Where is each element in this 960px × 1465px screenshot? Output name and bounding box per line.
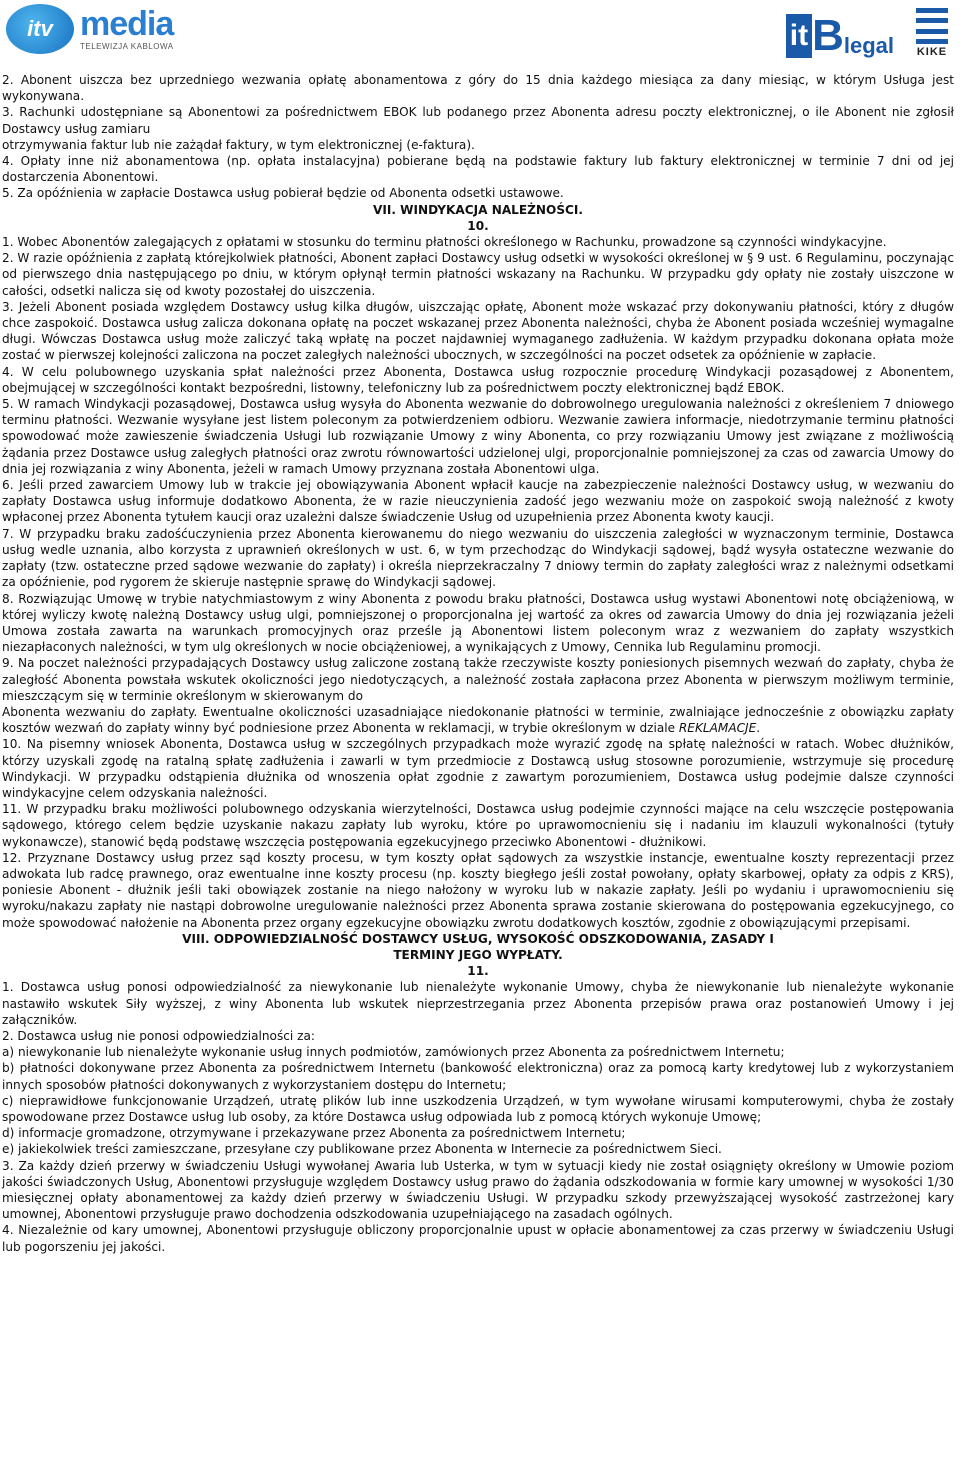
paragraph: 5. W ramach Windykacji pozasądowej, Dostawca usług wysyła do Abonenta wezwanie do dobrowolnego uregulowania należności z określeniem 7 dniowego terminu płatności. Wezwanie wysyłane jest listem poleconym za potwierdzeniem odbioru. Wezwanie zawiera informacje, niedotrzymanie terminu płatności spowodować może zawieszenie świadczenia Usługi lub rozwiązanie Umowy z winy Abonenta, co przy rozwiązaniu Umowy jest związane z możliwością żądania przez Dostawce usług zaległych płatności oraz zwrotu równowartości udzielonej ulgi, proporcjonalnie pomniejszonej za czas od zawarcia Umowy do dnia jej rozwiązania z winy Abonenta, jeżeli w ramach Umowy przyznana została Abonentowi ulga.	[2, 397, 954, 476]
list-item: b) płatności dokonywane przez Abonenta za pośrednictwem Internetu (bankowość elektroniczna) oraz za pomocą karty kredytowej lub z wykorzystaniem innych sposobów płatności dokonywanych z wykorzystaniem dostępu do Internetu;	[2, 1061, 954, 1092]
kike-stripes-icon	[912, 6, 952, 46]
section-8-title-line-1: VIII. ODPOWIEDZIALNOŚĆ DOSTAWCY USŁUG, WYSOKOŚĆ ODSZKODOWANIA, ZASADY I	[182, 931, 774, 946]
itv-logo-mark: itv	[6, 4, 74, 54]
paragraph: 10. Na pisemny wniosek Abonenta, Dostawca usług w szczególnych przypadkach może wyrazić zgodę na spłatę należności w ratach. Wobec dłużników, którzy uzyskali zgodę na ratalną spłatę zadłużenia i zawarli w tym przedmiocie z Dostawcą usług stosowne porozumienie, wstrzymuje się procedurę Windykacji. W przypadku odstąpienia dłużnika od wnoszenia opłat zgodnie z zawartym porozumieniem, Dostawca usług podejmie dalsze czynności windykacyjne celem odzyskania należności.	[2, 737, 954, 800]
itv-media-logo	[6, 4, 174, 54]
paragraph: 4. Opłaty inne niż abonamentowa (np. opłata instalacyjna) pobierane będą na podstawie faktury lub faktury elektronicznej w terminie 7 dni od jej dostarczenia Abonentowi.	[2, 154, 954, 185]
list-item: e) jakiekolwiek treści zamieszczane, przesyłane czy publikowane przez Abonenta w Internecie za pośrednictwem Sieci.	[2, 1142, 722, 1157]
paragraph: 6. Jeśli przed zawarciem Umowy lub w trakcie jej obowiązywania Abonent wpłacił kaucje na zabezpieczenie należności Dostawcy usług, w wezwaniu do zapłaty Dostawca usług informuje dodatkowo Abonenta, że w razie nieuczynienia zadość jego wezwaniu może on zaspokoić swoją należność z kwoty wpłaconej przez Abonenta tytułem kaucji oraz uzależni dalsze świadczenie Usług od uzupełnienia przez Abonenta kwoty kaucji.	[2, 478, 954, 525]
paragraph: 3. Rachunki udostępniane są Abonentowi za pośrednictwem EBOK lub podanego przez Abonenta adresu poczty elektronicznej, o ile Abonent nie zgłosił Dostawcy usług zamiaru	[2, 105, 954, 136]
kike-logo	[912, 6, 952, 58]
paragraph: 1. Wobec Abonentów zalegających z opłatami w stosunku do terminu płatności określonego w Rachunku, prowadzone są czynności windykacyjne.	[2, 235, 887, 250]
paragraph: 1. Dostawca usług ponosi odpowiedzialność za niewykonanie lub nienależyte wykonanie Umowy, chyba że niewykonanie lub nienależyte wykonanie nastawiło wskutek Siły wyższej, z winy Abonenta lub wskutek nieprzestrzegania przez Abonenta przepisów prawa oraz postanowień Umowy i jej załączników.	[2, 980, 954, 1027]
paragraph: otrzymywania faktur lub nie zażądał faktury, w tym elektronicznej (e-faktura).	[2, 137, 475, 152]
kike-logo-name: KIKE	[916, 46, 948, 58]
paragraph: 11. W przypadku braku możliwości polubownego odzyskania wierzytelności, Dostawca usług podejmie czynności mające na celu wszczęcie postępowania sądowego, którego celem będzie uzyskanie nakazu zapłaty lub wyroku, które po uprawomocnieniu się i nadaniu im klauzuli wykonalności (tytuły wykonawcze), stanowić będą podstawę wszczęcia postępowania egzekucyjnego przeciwko Abonentowi - dłużnikowi.	[2, 802, 954, 849]
page-header	[0, 0, 960, 68]
paragraph-text: Abonenta wezwaniu do zapłaty. Ewentualne okoliczności uzasadniające niedokonanie płatności w terminie, zwalniające jednocześnie z obowiązku zapłaty kosztów wezwań do zapłaty winny być podniesione przez Abonenta w reklamacji, w trybie określonym w dziale	[2, 704, 954, 736]
paragraph: 3. Za każdy dzień przerwy w świadczeniu Usługi wywołanej Awaria lub Usterka, w tym w sytuacji kiedy nie został osiągnięty określony w Umowie poziom jakości świadczonych Usług, Abonentowi przysługuje względem Dostawcy usług prawo do żądania odszkodowania w formie kary umownej w wysokości 1/30 miesięcznej opłaty abonamentowej za każdy dzień przerwy w świadczeniu Usługi. W przypadku szkody przewyższającej wysokość zastrzeżonej kary umownej, Abonentowi przysługuje prawo dochodzenia odszkodowania uzupełniającego na zasadach ogólnych.	[2, 1158, 954, 1222]
list-item: a) niewykonanie lub nienależyte wykonanie usług innych podmiotów, zamówionych przez Abonenta za pośrednictwem Internetu;	[2, 1045, 785, 1060]
list-item: c) nieprawidłowe funkcjonowanie Urządzeń, utratę plików lub inne uszkodzenia Urządzeń, w tym wywołane wirusami komputerowymi, chyba że zostały spowodowane przez Dostawce usług lub osoby, za które Dostawca usług odpowiada lub z pomocą których wykonuje Umowę;	[2, 1093, 954, 1124]
paragraph: 5. Za opóźnienia w zapłacie Dostawca usług pobierał będzie od Abonenta odsetki ustawowe.	[2, 186, 564, 201]
section-8-title-line-2: TERMINY JEGO WYPŁATY.	[393, 947, 563, 962]
itv-logo-name: media	[80, 5, 174, 43]
document-body	[2, 72, 954, 1255]
paragraph: 4. Niezależnie od kary umownej, Abonentowi przysługuje obliczony proporcjonalnie upust w opłacie abonamentowej za czas przerwy w świadczeniu Usługi lub pogorszeniu jej jakości.	[2, 1223, 954, 1254]
list-item: d) informacje gromadzone, otrzymywane i przekazywane przez Abonenta za pośrednictwem Internetu;	[2, 1126, 626, 1141]
reklamacje-label: REKLAMACJE	[678, 721, 757, 736]
section-7-paragraph-number: 10.	[467, 218, 489, 233]
itblegal-logo	[786, 6, 894, 58]
paragraph: 9. Na poczet należności przypadających Dostawcy usług zaliczone zostaną także rzeczywiste koszty poniesionych pisemnych wezwań do zapłaty, chyba że zaległość Abonenta powstała wskutek okoliczności jego niedotyczących, a należność została zapłacona przez Abonenta w pierwszym możliwym terminie, mieszczącym się w terminie określonym w skierowanym do	[2, 656, 954, 703]
paragraph: 4. W celu polubownego uzyskania spłat należności przez Abonenta, Dostawca usług rozpocznie procedurę Windykacji pozasądowej z Abonentem, obejmującej w szczególności kontakt bezpośredni, listowny, telefoniczny lub za pośrednictwem poczty elektronicznej bądź EBOK.	[2, 364, 954, 395]
itblegal-prefix: it	[786, 14, 812, 58]
paragraph: 3. Jeżeli Abonent posiada względem Dostawcy usług kilka długów, uiszczając opłatę, Abonent może wskazać przy dokonywaniu płatności, który z długów chce zaspokoić. Dostawca usług zalicza dokonana opłatę na poczet wskazanej przez Abonenta należności, chyba że Abonent posiada wcześniej wymagalne długi. Wówczas Dostawca usług może zaliczyć taką wpłatę na poczet najdawniej wymaganego zadłużenia. W każdym przypadku dokonana opłata może zostać w pierwszej kolejności zaliczona na poczet zaległych należności ubocznych, w szczególności na poczet odsetek za opóźnienie w zapłacie.	[2, 299, 954, 363]
paragraph: 2. Dostawca usług nie ponosi odpowiedzialności za:	[2, 1028, 315, 1043]
paragraph: 2. Abonent uiszcza bez uprzedniego wezwania opłatę abonamentowa z góry do 15 dnia każdego miesiąca za dany miesiąc, w którym Usługa jest wykonywana.	[2, 73, 954, 104]
itv-logo-tagline: TELEWIZJA KABLOWA	[80, 42, 174, 51]
itblegal-suffix: legal	[843, 33, 894, 58]
section-8-paragraph-number: 11.	[467, 964, 489, 979]
paragraph: 2. W razie opóźnienia z zapłatą którejkolwiek płatności, Abonent zapłaci Dostawcy usług odsetki w wysokości określonej w § 9 ust. 6 Regulaminu, poczynając od pierwszego dnia następującego po dniu, w którym opłynął termin płatności wskazany na Rachunku. W przypadku gdy opłaty nie zostały uiszczone w całości, odsetki nalicza się od kwoty pozostałej do uiszczenia.	[2, 251, 954, 298]
paragraph: Abonenta wezwaniu do zapłaty. Ewentualne okoliczności uzasadniające niedokonanie płatności w terminie, zwalniające jednocześnie z obowiązku zapłaty kosztów wezwań do zapłaty winny być podniesione przez Abonenta w reklamacji, w trybie określonym w dziale REKLAMACJE.	[2, 704, 954, 736]
section-7-title: VII. WINDYKACJA NALEŻNOŚCI.	[372, 202, 584, 217]
paragraph: 7. W przypadku braku zadośćuczynienia przez Abonenta kierowanemu do niego wezwaniu do uiszczenia zaległości w wyznaczonym terminie, Dostawca usług wedle uznania, albo korzysta z uprawnień określonych w ust. 6, w tym przechodząc do Windykacji sądowej, bądź wysyła ostateczne wezwanie do zapłaty (tzw. ostateczne przed sądowe wezwanie do zapłaty) i określa nieprzekraczalny 7 dniowy termin do zapłaty zaległości wraz z należnymi odsetkami za opóźnienie, pod rygorem że skieruje następnie sprawę do Windykacji sądowej.	[2, 526, 954, 590]
paragraph: 8. Rozwiązując Umowę w trybie natychmiastowym z winy Abonenta z powodu braku płatności, Dostawca usług wystawi Abonentowi notę obciążeniową, w której wyliczy kwotę należną Dostawcy usług ulgi, pomniejszonej o proporcjonalna jej wartość za okres od zawarcia Umowy do dnia jej rozwiązania jeżeli Umowa została zawarta na warunkach promocyjnych oraz prześle ją Abonentowi listem poleconym wraz z wezwaniem do zapłaty wszystkich niezapłaconych należności, w tym ulg określonych w nocie obciążeniowej, a wynikających z Umowy, Cennika lub Regulaminu promocji.	[2, 591, 954, 655]
itblegal-letter: B	[812, 11, 844, 60]
paragraph: 12. Przyznane Dostawcy usług przez sąd koszty procesu, w tym koszty opłat sądowych za wszystkie instancje, ewentualne koszty reprezentacji przez adwokata lub radcę prawnego, oraz ewentualne inne koszty procesu (np. koszty biegłego jeśli został powołany, opłaty skarbowej, opłaty za odpis z KRS), poniesie Abonent - dłużnik jeśli taki obowiązek zostanie na niego nałożony w wyroku lub w nakazie zapłaty. Jeśli po wydaniu i uprawomocnieniu się wyroku/nakazu zapłaty nie nastąpi dobrowolne uregulowanie należności przez Abonenta sprawa zostanie skierowana do postępowania egzekucyjnego, co może spowodować nałożenie na Abonenta przez organy egzekucyjne obowiązku zwrotu dodatkowych kosztów, zgodnie z obowiązującymi przepisami.	[2, 850, 954, 930]
